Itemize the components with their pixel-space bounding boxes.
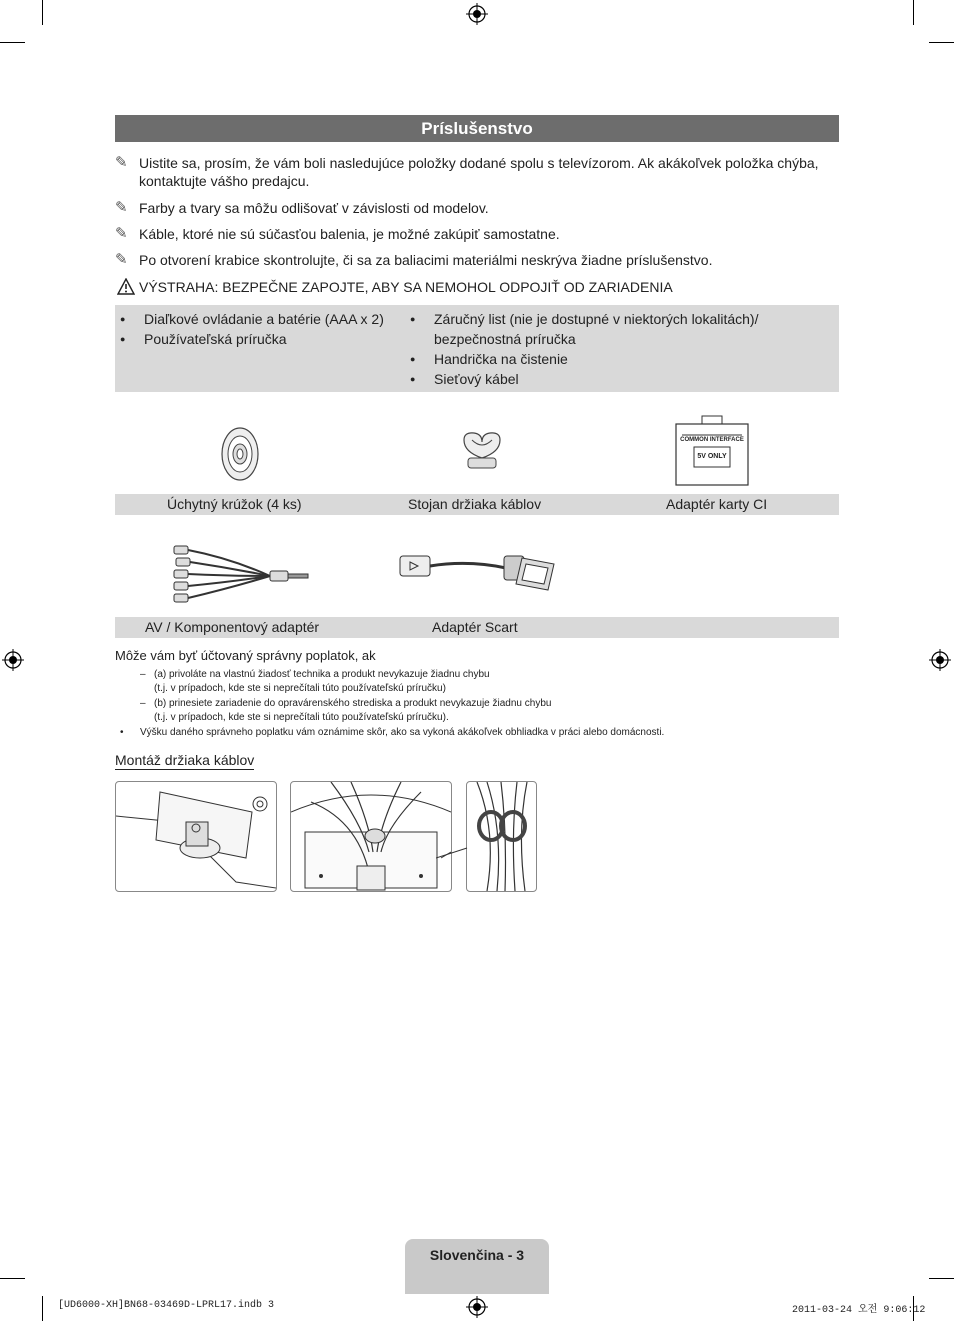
accessories-right-column xyxy=(405,309,815,389)
registration-mark-icon xyxy=(466,1296,488,1318)
row1-labels xyxy=(115,494,839,515)
ci-card-outline-icon xyxy=(674,415,750,487)
list-item: ● Diaľkové ovládanie a batérie (AAA x 2) xyxy=(115,309,405,329)
pencil-note-icon: ✎ xyxy=(115,225,128,242)
warning-text: VÝSTRAHA: BEZPEČNE ZAPOJTE, ABY SA NEMOHOL ODPOJIŤ OD ZARIADENIA xyxy=(139,279,673,295)
fee-dash: – xyxy=(140,669,146,680)
crop-mark xyxy=(929,42,954,43)
scart-adapter-label: Adaptér Scart xyxy=(432,619,518,635)
crop-mark xyxy=(0,1278,25,1279)
registration-mark-icon xyxy=(466,3,488,25)
page-footer-language: Slovenčina - 3 xyxy=(405,1239,549,1294)
pencil-note-icon: ✎ xyxy=(115,154,128,171)
accessories-list-box xyxy=(115,305,839,392)
crop-mark xyxy=(42,1296,43,1321)
cable-bundle-icon xyxy=(467,782,536,891)
ci-card-adapter-label: Adaptér karty CI xyxy=(666,496,768,512)
note-text: Po otvorení krabice skontrolujte, či sa za baliacimi materiálmi neskrýva žiadne príslušenstvo. xyxy=(139,252,713,268)
print-meta-left: [UD6000-XH]BN68-03469D-LPRL17.indb 3 xyxy=(58,1300,275,1311)
crop-mark xyxy=(913,0,914,25)
assembly-step-2-illustration xyxy=(290,781,452,892)
assembly-step-1-illustration xyxy=(115,781,277,892)
list-item: ● Používateľská príručka xyxy=(115,329,405,349)
pencil-note-icon: ✎ xyxy=(115,251,128,268)
list-item: ● Záručný list (nie je dostupné v niektorých lokalitách)/ bezpečnostná príručka xyxy=(405,309,815,349)
list-item: ● Sieťový kábel xyxy=(405,369,815,389)
row2-labels xyxy=(115,617,839,638)
ci-card-adapter-image xyxy=(674,415,750,487)
crop-mark xyxy=(0,42,25,43)
warning-line xyxy=(115,278,839,296)
fee-item: (a) privoláte na vlastnú žiadosť technika a produkt nevykazuje žiadnu chybu xyxy=(154,669,490,680)
assembly-step-3-illustration xyxy=(466,781,537,892)
note-item xyxy=(115,154,839,190)
tv-back-stand-icon xyxy=(116,782,276,891)
registration-mark-icon xyxy=(929,649,951,671)
accessories-left-column xyxy=(115,309,405,349)
note-text: Uistite sa, prosím, že vám boli nasledujúce položky dodané spolu s televízorom. Ak akákoľvek položka chýba, kontaktujte vášho predajcu. xyxy=(139,155,819,189)
section-title: Príslušenstvo xyxy=(115,115,839,142)
crop-mark xyxy=(929,1278,954,1279)
fee-item: (b) prinesiete zariadenie do opravárenského strediska a produkt nevykazuje žiadnu chybu xyxy=(154,698,552,709)
warning-triangle-icon xyxy=(117,278,135,296)
ci-card-label: COMMON INTERFACE xyxy=(680,437,744,443)
holder-ring-label: Úchytný krúžok (4 ks) xyxy=(167,496,302,512)
note-item xyxy=(115,225,839,243)
fee-bullet-dot: • xyxy=(120,727,124,738)
note-item xyxy=(115,251,839,269)
note-text: Káble, ktoré nie sú súčasťou balenia, je možné zakúpiť samostatne. xyxy=(139,226,560,242)
cable-holder-label: Stojan držiaka káblov xyxy=(408,496,542,512)
list-item: ● Handrička na čistenie xyxy=(405,349,815,369)
av-component-adapter-icon xyxy=(170,542,312,612)
registration-mark-icon xyxy=(2,649,24,671)
scart-adapter-icon xyxy=(398,550,556,594)
fee-item: (t.j. v prípadoch, kde ste si neprečítali túto používateľskú príručku). xyxy=(154,712,449,723)
fee-intro: Môže vám byť účtovaný správny poplatok, ak xyxy=(115,648,376,663)
fee-item: (t.j. v prípadoch, kde ste si neprečítali túto používateľskú príručku) xyxy=(154,683,446,694)
cable-routing-icon xyxy=(291,782,451,891)
fee-dash: – xyxy=(140,698,146,709)
fee-bullet: Výšku daného správneho poplatku vám oznámime skôr, ako sa vykoná akákoľvek obhliadka v práci alebo domácnosti. xyxy=(140,727,665,738)
assembly-title: Montáž držiaka káblov xyxy=(115,752,255,768)
holder-ring-icon xyxy=(218,426,262,482)
note-item xyxy=(115,199,839,217)
callout-line-icon xyxy=(436,846,468,862)
av-adapter-label: AV / Komponentový adaptér xyxy=(145,619,320,635)
crop-mark xyxy=(42,0,43,25)
print-meta-right: 2011-03-24 오전 9:06:12 xyxy=(792,1305,926,1316)
note-text: Farby a tvary sa môžu odlišovať v závislosti od modelov. xyxy=(139,200,489,216)
ci-card-voltage: 5V ONLY xyxy=(697,453,727,460)
pencil-note-icon: ✎ xyxy=(115,199,128,216)
cable-holder-stand-icon xyxy=(458,430,506,472)
